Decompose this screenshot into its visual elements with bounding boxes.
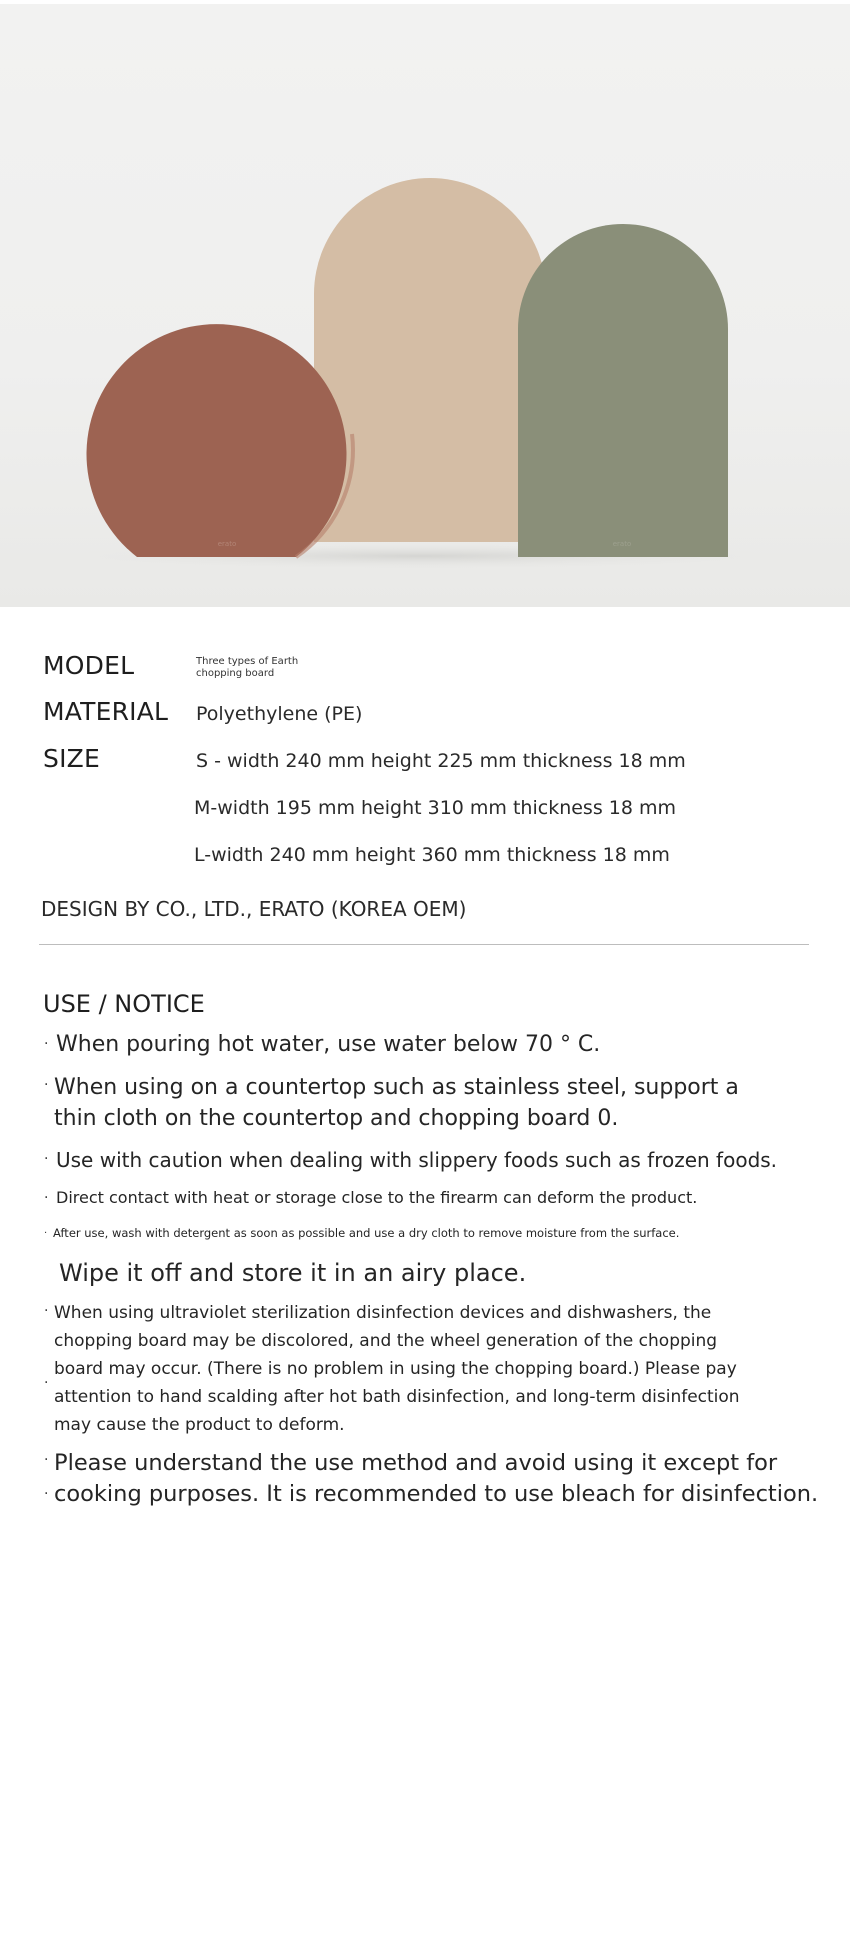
notice-item: cooking purposes. It is recommended to use bleach for disinfection.	[54, 1481, 819, 1507]
product-photo	[0, 4, 850, 607]
spec-model-value-line: chopping board	[196, 668, 275, 679]
board-logo-mark: erato	[612, 540, 632, 548]
bullet-mark: ·	[44, 1228, 48, 1239]
bullet-mark: ·	[44, 1486, 49, 1502]
notice-item: thin cloth on the countertop and chopping board 0.	[54, 1106, 619, 1131]
notice-item: Direct contact with heat or storage close to the firearm can deform the product.	[56, 1188, 698, 1207]
bullet-mark: ·	[44, 1375, 49, 1391]
board-logo-mark: erato	[217, 540, 237, 548]
spec-material-value: Polyethylene (PE)	[196, 703, 363, 725]
bullet-mark: ·	[44, 1303, 49, 1319]
bullet-mark: ·	[44, 1452, 49, 1468]
notice-item: Wipe it off and store it in an airy place.	[59, 1259, 527, 1287]
notice-item: When using ultraviolet sterilization disinfection devices and dishwashers, the	[54, 1303, 712, 1323]
notice-item: After use, wash with detergent as soon as possible and use a dry cloth to remove moisture from the surface.	[53, 1226, 680, 1240]
notice-item: Please understand the use method and avoid using it except for	[54, 1450, 778, 1476]
spec-model-label: MODEL	[43, 651, 135, 680]
bullet-mark: ·	[44, 1151, 49, 1167]
notice-item: board may occur. (There is no problem in using the chopping board.) Please pay	[54, 1359, 737, 1379]
spec-size-large: L-width 240 mm height 360 mm thickness 18 mm	[194, 844, 670, 866]
notice-item: When pouring hot water, use water below 70 ° C.	[56, 1032, 601, 1057]
bullet-mark: ·	[44, 1036, 49, 1052]
notice-item: Use with caution when dealing with slippery foods such as frozen foods.	[56, 1148, 778, 1172]
round-terracotta-board	[87, 324, 347, 557]
spec-material-label: MATERIAL	[43, 697, 169, 726]
section-divider	[39, 944, 809, 945]
bullet-mark: ·	[44, 1190, 49, 1206]
green-arch-board	[518, 224, 728, 557]
chopping-boards-illustration	[0, 4, 850, 607]
notice-item: attention to hand scalding after hot bath disinfection, and long-term disinfection	[54, 1387, 740, 1407]
notice-item: chopping board may be discolored, and the wheel generation of the chopping	[54, 1331, 718, 1351]
notice-item: When using on a countertop such as stainless steel, support a	[54, 1075, 739, 1100]
design-credit: DESIGN BY CO., LTD., ERATO (KOREA OEM)	[41, 897, 467, 921]
bullet-mark: ·	[44, 1077, 49, 1093]
spec-model-value	[196, 656, 346, 680]
spec-size-medium: M-width 195 mm height 310 mm thickness 18 mm	[194, 797, 677, 819]
spec-size-label: SIZE	[43, 744, 100, 773]
spec-model-value-line: Three types of Earth	[196, 656, 299, 667]
notice-title: USE / NOTICE	[43, 990, 205, 1018]
spec-size-small: S - width 240 mm height 225 mm thickness 18 mm	[196, 750, 686, 772]
notice-item: may cause the product to deform.	[54, 1415, 345, 1435]
